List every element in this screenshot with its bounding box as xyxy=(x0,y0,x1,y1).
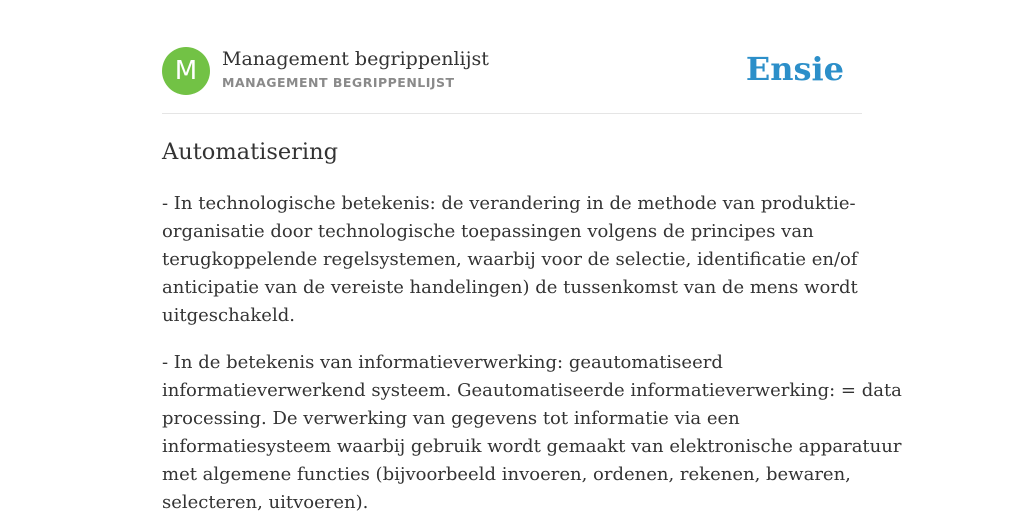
site-subtitle: MANAGEMENT BEGRIPPENLIJST xyxy=(222,75,455,90)
paragraph-line: selecteren, uitvoeren). xyxy=(162,492,369,512)
paragraph-line: processing. De verwerking van gegevens tot informatie via een xyxy=(162,408,740,429)
article-title: Automatisering xyxy=(162,139,339,165)
avatar[interactable]: M xyxy=(162,47,210,95)
paragraph-line: met algemene functies (bijvoorbeeld invoeren, ordenen, rekenen, bewaren, xyxy=(162,464,851,485)
brand-logo[interactable]: Ensie xyxy=(745,50,844,88)
divider xyxy=(162,113,862,114)
header xyxy=(162,46,862,96)
paragraph-line: anticipatie van de vereiste handelingen) de tussenkomst van de mens wordt xyxy=(162,277,858,298)
paragraph-line: uitgeschakeld. xyxy=(162,305,295,326)
paragraph-line: organisatie door technologische toepassingen volgens de principes van xyxy=(162,221,814,242)
paragraph-line: terugkoppelende regelsystemen, waarbij voor de selectie, identificatie en/of xyxy=(162,249,858,270)
paragraph xyxy=(162,349,902,512)
paragraph-line: informatiesysteem waarbij gebruik wordt gemaakt van elektronische apparatuur xyxy=(162,436,902,457)
paragraph xyxy=(162,190,862,330)
paragraph-line: informatieverwerkend systeem. Geautomatiseerde informatieverwerking: = data xyxy=(162,380,902,401)
paragraph-line: - In de betekenis van informatieverwerking: geautomatiseerd xyxy=(162,352,723,373)
paragraph-line: - In technologische betekenis: de verandering in de methode van produktie- xyxy=(162,193,856,214)
article-body xyxy=(162,190,902,512)
site-title[interactable]: Management begrippenlijst xyxy=(222,48,489,70)
